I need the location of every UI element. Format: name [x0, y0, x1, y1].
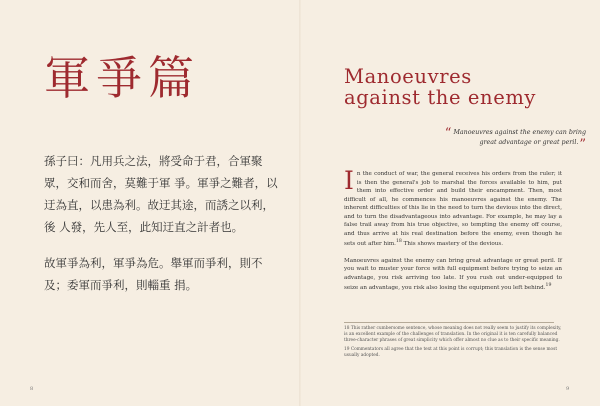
english-paragraph-2-text: Manoeuvres against the enemy can bring great advantage or great peril. If you wait to muster your force with full equipment before trying to seize an advantage, you risk arriving too late. If you rush out under-equipped to seize an advantage, you risk also losing the equipment you left behind. [344, 257, 562, 292]
title-line-1: Manoeuvres [344, 65, 472, 88]
english-paragraph-1-text: n the conduct of war, the general receives his orders from the ruler; it is then the general's job to marshal the forces available to him, put them into effective order and build their encampment. Then, most difficult of all, he commences his manoeuvres against the enemy. The inherent difficulties of this lie in the need to turn the devious into the direct, and to turn the disadvantageous into advantage. For example, he may lay a false trail away from his true objective, so tempting the enemy off course, and thus arrive at his real destination before the enemy, even though he sets out after him. [344, 171, 562, 247]
title-line-2: against the enemy [344, 86, 537, 109]
english-paragraph-2 [344, 257, 562, 293]
footnote-19: 19 Commentators all agree that the text at this point is corrupt; this translation is the sense most usually adopted. [344, 346, 558, 358]
epigraph [430, 126, 586, 152]
close-quote-icon: ” [579, 136, 586, 152]
open-quote-icon: “ [444, 126, 452, 141]
chinese-text [44, 150, 284, 310]
english-paragraph-1 [344, 166, 562, 248]
english-paragraph-1-tail: This shows mastery of the devious. [401, 240, 504, 247]
drop-cap: I [344, 166, 354, 195]
footnote-divider [344, 322, 554, 323]
footnote-ref-18[interactable]: 18 [395, 239, 402, 244]
footnote-18: 18 This rather cumbersome sentence, whose meaning does not really seem to justify its complexity, is an excellent example of the challenges of translation. In the original it is ten carefully balanced three-character phrases of great simplicity which offer almost no clue as to their specific meaning. [344, 326, 562, 344]
chinese-paragraph-1: 孫子曰：凡用兵之法，將受命于君，合軍聚眾，交和而舍，莫難于軍 爭。軍爭之難者，以迂為直，以患為利。故迂其途，而誘之以利，後 人發，先人至，此知迂直之計者也。 [44, 154, 278, 234]
chinese-chapter-title: 軍爭篇 [44, 51, 200, 105]
footnote-ref-19[interactable]: 19 [545, 283, 552, 289]
footnotes [344, 326, 562, 361]
page-gutter [299, 0, 301, 406]
page-number-left: 8 [30, 386, 34, 392]
page-number-right: 9 [566, 386, 570, 392]
english-chapter-title [344, 66, 584, 108]
epigraph-text: Manoeuvres against the enemy can bring great advantage or great peril. [453, 129, 586, 146]
chinese-paragraph-2: 故軍爭為利，軍爭為危。舉軍而爭利，則不及；委軍而爭利，則輜重 捐。 [44, 256, 263, 292]
english-text [344, 166, 562, 301]
